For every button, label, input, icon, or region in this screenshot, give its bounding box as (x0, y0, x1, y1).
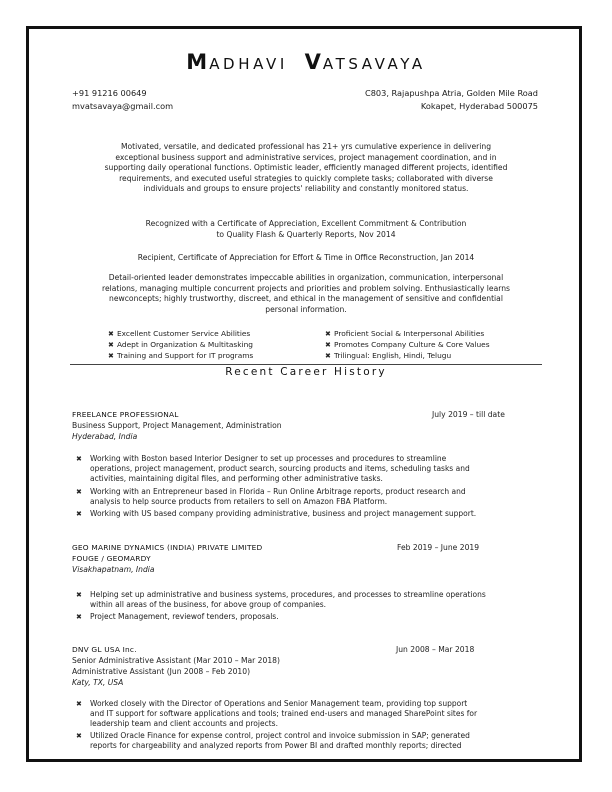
x-mark-icon: ✖ (76, 455, 82, 463)
name-first-rest: ADHAVI (209, 55, 288, 73)
job-location: Hyderabad, India (72, 432, 138, 441)
job-bullet (76, 699, 546, 730)
x-mark-icon: ✖ (76, 488, 82, 496)
x-mark-icon: ✖ (76, 591, 82, 599)
profile-line: Detail-oriented leader demonstrates impeccable abilities in organization, communication, interpersonal (108, 273, 504, 282)
x-mark-icon: ✖ (325, 330, 331, 338)
skill-label: Promotes Company Culture & Core Values (334, 340, 490, 349)
summary-line: requirements, and executed useful strategies to quickly complete tasks; collaborated with diverse (119, 173, 493, 183)
job-dates: July 2019 – till date (432, 410, 505, 419)
job-company: DNV GL USA Inc. (72, 645, 137, 654)
job-role: Administrative Assistant (Jun 2008 – Feb 2010) (72, 667, 251, 676)
skill-item (325, 329, 484, 338)
bullet-line: Worked closely with the Director of Operations and Senior Management team, providing top support (90, 699, 468, 708)
phone: +91 91216 00649 (72, 88, 147, 98)
x-mark-icon: ✖ (108, 341, 114, 349)
candidate-name (0, 50, 612, 74)
profile (60, 273, 552, 315)
bullet-line: Helping set up administrative and business systems, procedures, and processes to streamline operations (90, 590, 486, 599)
job-role: Business Support, Project Management, Administration (72, 421, 282, 430)
x-mark-icon: ✖ (325, 352, 331, 360)
summary-line: supporting daily operational functions. Optimistic leader, efficiently managed different projects, identified (104, 163, 508, 172)
skill-item (325, 351, 451, 360)
job-location: Visakhapatnam, India (72, 565, 155, 574)
address-line-2: Kokapet, Hyderabad 500075 (420, 101, 538, 111)
skill-label: Adept in Organization & Multitasking (117, 340, 253, 349)
job-dates: Feb 2019 – June 2019 (397, 543, 480, 552)
bullet-line: Utilized Oracle Finance for expense control, project control and invoice submission in SAP; generated (90, 731, 470, 740)
bullet-line: within all areas of the business, for above group of companies. (90, 600, 327, 610)
bullet-line: Project Management, reviewof tenders, proposals. (90, 612, 279, 621)
email[interactable]: mvatsavaya@gmail.com (72, 101, 174, 111)
job-company-alt: FOUGE / GEOMARDY (72, 554, 151, 563)
award-2: Recipient, Certificate of Appreciation for Effort & Time in Office Reconstruction, Jan 2014 (137, 253, 475, 262)
job-dates: Jun 2008 – Mar 2018 (396, 645, 475, 654)
bullet-line: reports for chargeability and analyzed reports from Power BI and drafted monthly reports; directed (90, 741, 462, 751)
summary-line: individuals and groups to ensure projects' reliability and constantly monitored status. (143, 184, 469, 193)
job-role: Senior Administrative Assistant (Mar 2010 – Mar 2018) (72, 656, 280, 665)
skill-label: Training and Support for IT programs (117, 351, 254, 360)
award-line: to Quality Flash & Quarterly Reports, Nov 2014 (216, 230, 396, 239)
job-bullet (76, 731, 546, 751)
x-mark-icon: ✖ (76, 613, 82, 621)
bullet-line: leadership team and client accounts and projects. (90, 719, 278, 729)
job-company: FREELANCE PROFESSIONAL (72, 410, 179, 419)
section-title-career: Recent Career History (225, 366, 387, 378)
x-mark-icon: ✖ (108, 330, 114, 338)
x-mark-icon: ✖ (108, 352, 114, 360)
x-mark-icon: ✖ (76, 700, 82, 708)
name-last-rest: ATSAVAYA (322, 55, 426, 73)
job-bullet (76, 612, 546, 622)
profile-line: newconcepts; highly trustworthy, discreet, and ethical in the management of sensitive and confidential (109, 294, 503, 303)
skill-item (108, 329, 250, 338)
summary (60, 142, 552, 195)
job-bullet (76, 509, 546, 519)
section-divider (70, 364, 542, 365)
award-1 (0, 218, 612, 240)
bullet-line: Working with US based company providing administrative, business and project management support. (90, 509, 477, 518)
award-line: Recognized with a Certificate of Appreciation, Excellent Commitment & Contribution (145, 219, 467, 228)
job-location: Katy, TX, USA (72, 678, 124, 687)
skill-label: Excellent Customer Service Abilities (117, 329, 251, 338)
address-line-1: C803, Rajapushpa Atria, Golden Mile Road (364, 88, 538, 98)
summary-line: exceptional business support and administrative services, project management coordination, and in (115, 152, 497, 162)
bullet-line: analysis to help source products from retailers to sell on Amazon FBA Platform. (90, 497, 388, 507)
skill-item (108, 351, 253, 360)
skill-label: Proficient Social & Interpersonal Abilities (334, 329, 485, 338)
bullet-line: and IT support for software applications and tools; trained end-users and managed SharePoint sites for (90, 709, 478, 719)
job-company: GEO MARINE DYNAMICS (INDIA) PRIVATE LIMITED (72, 543, 263, 552)
profile-line: relations, managing multiple concurrent projects and priorities and problem solving. Enthusiastically learns (101, 283, 510, 293)
job-bullet (76, 487, 546, 507)
bullet-line: Working with Boston based Interior Designer to set up processes and procedures to streamline (90, 454, 447, 463)
name-last-initial: V (304, 50, 323, 74)
x-mark-icon: ✖ (76, 732, 82, 740)
x-mark-icon: ✖ (76, 510, 82, 518)
job-bullet (76, 590, 546, 610)
profile-line: personal information. (265, 304, 347, 314)
name-first-initial: M (186, 50, 210, 74)
skill-item (108, 340, 253, 349)
bullet-line: operations, project management, product search, sourcing products and items, scheduling tasks and (90, 464, 470, 474)
bullet-line: activities, maintaining digital files, and performing other administrative tasks. (90, 474, 383, 484)
job-bullet (76, 454, 546, 485)
bullet-line: Working with an Entrepreneur based in Florida – Run Online Arbitrage reports, product research and (90, 487, 466, 496)
x-mark-icon: ✖ (325, 341, 331, 349)
skill-label: Trilingual: English, Hindi, Telugu (334, 351, 452, 360)
skill-item (325, 340, 490, 349)
summary-line: Motivated, versatile, and dedicated professional has 21+ yrs cumulative experience in delivering (120, 142, 492, 151)
